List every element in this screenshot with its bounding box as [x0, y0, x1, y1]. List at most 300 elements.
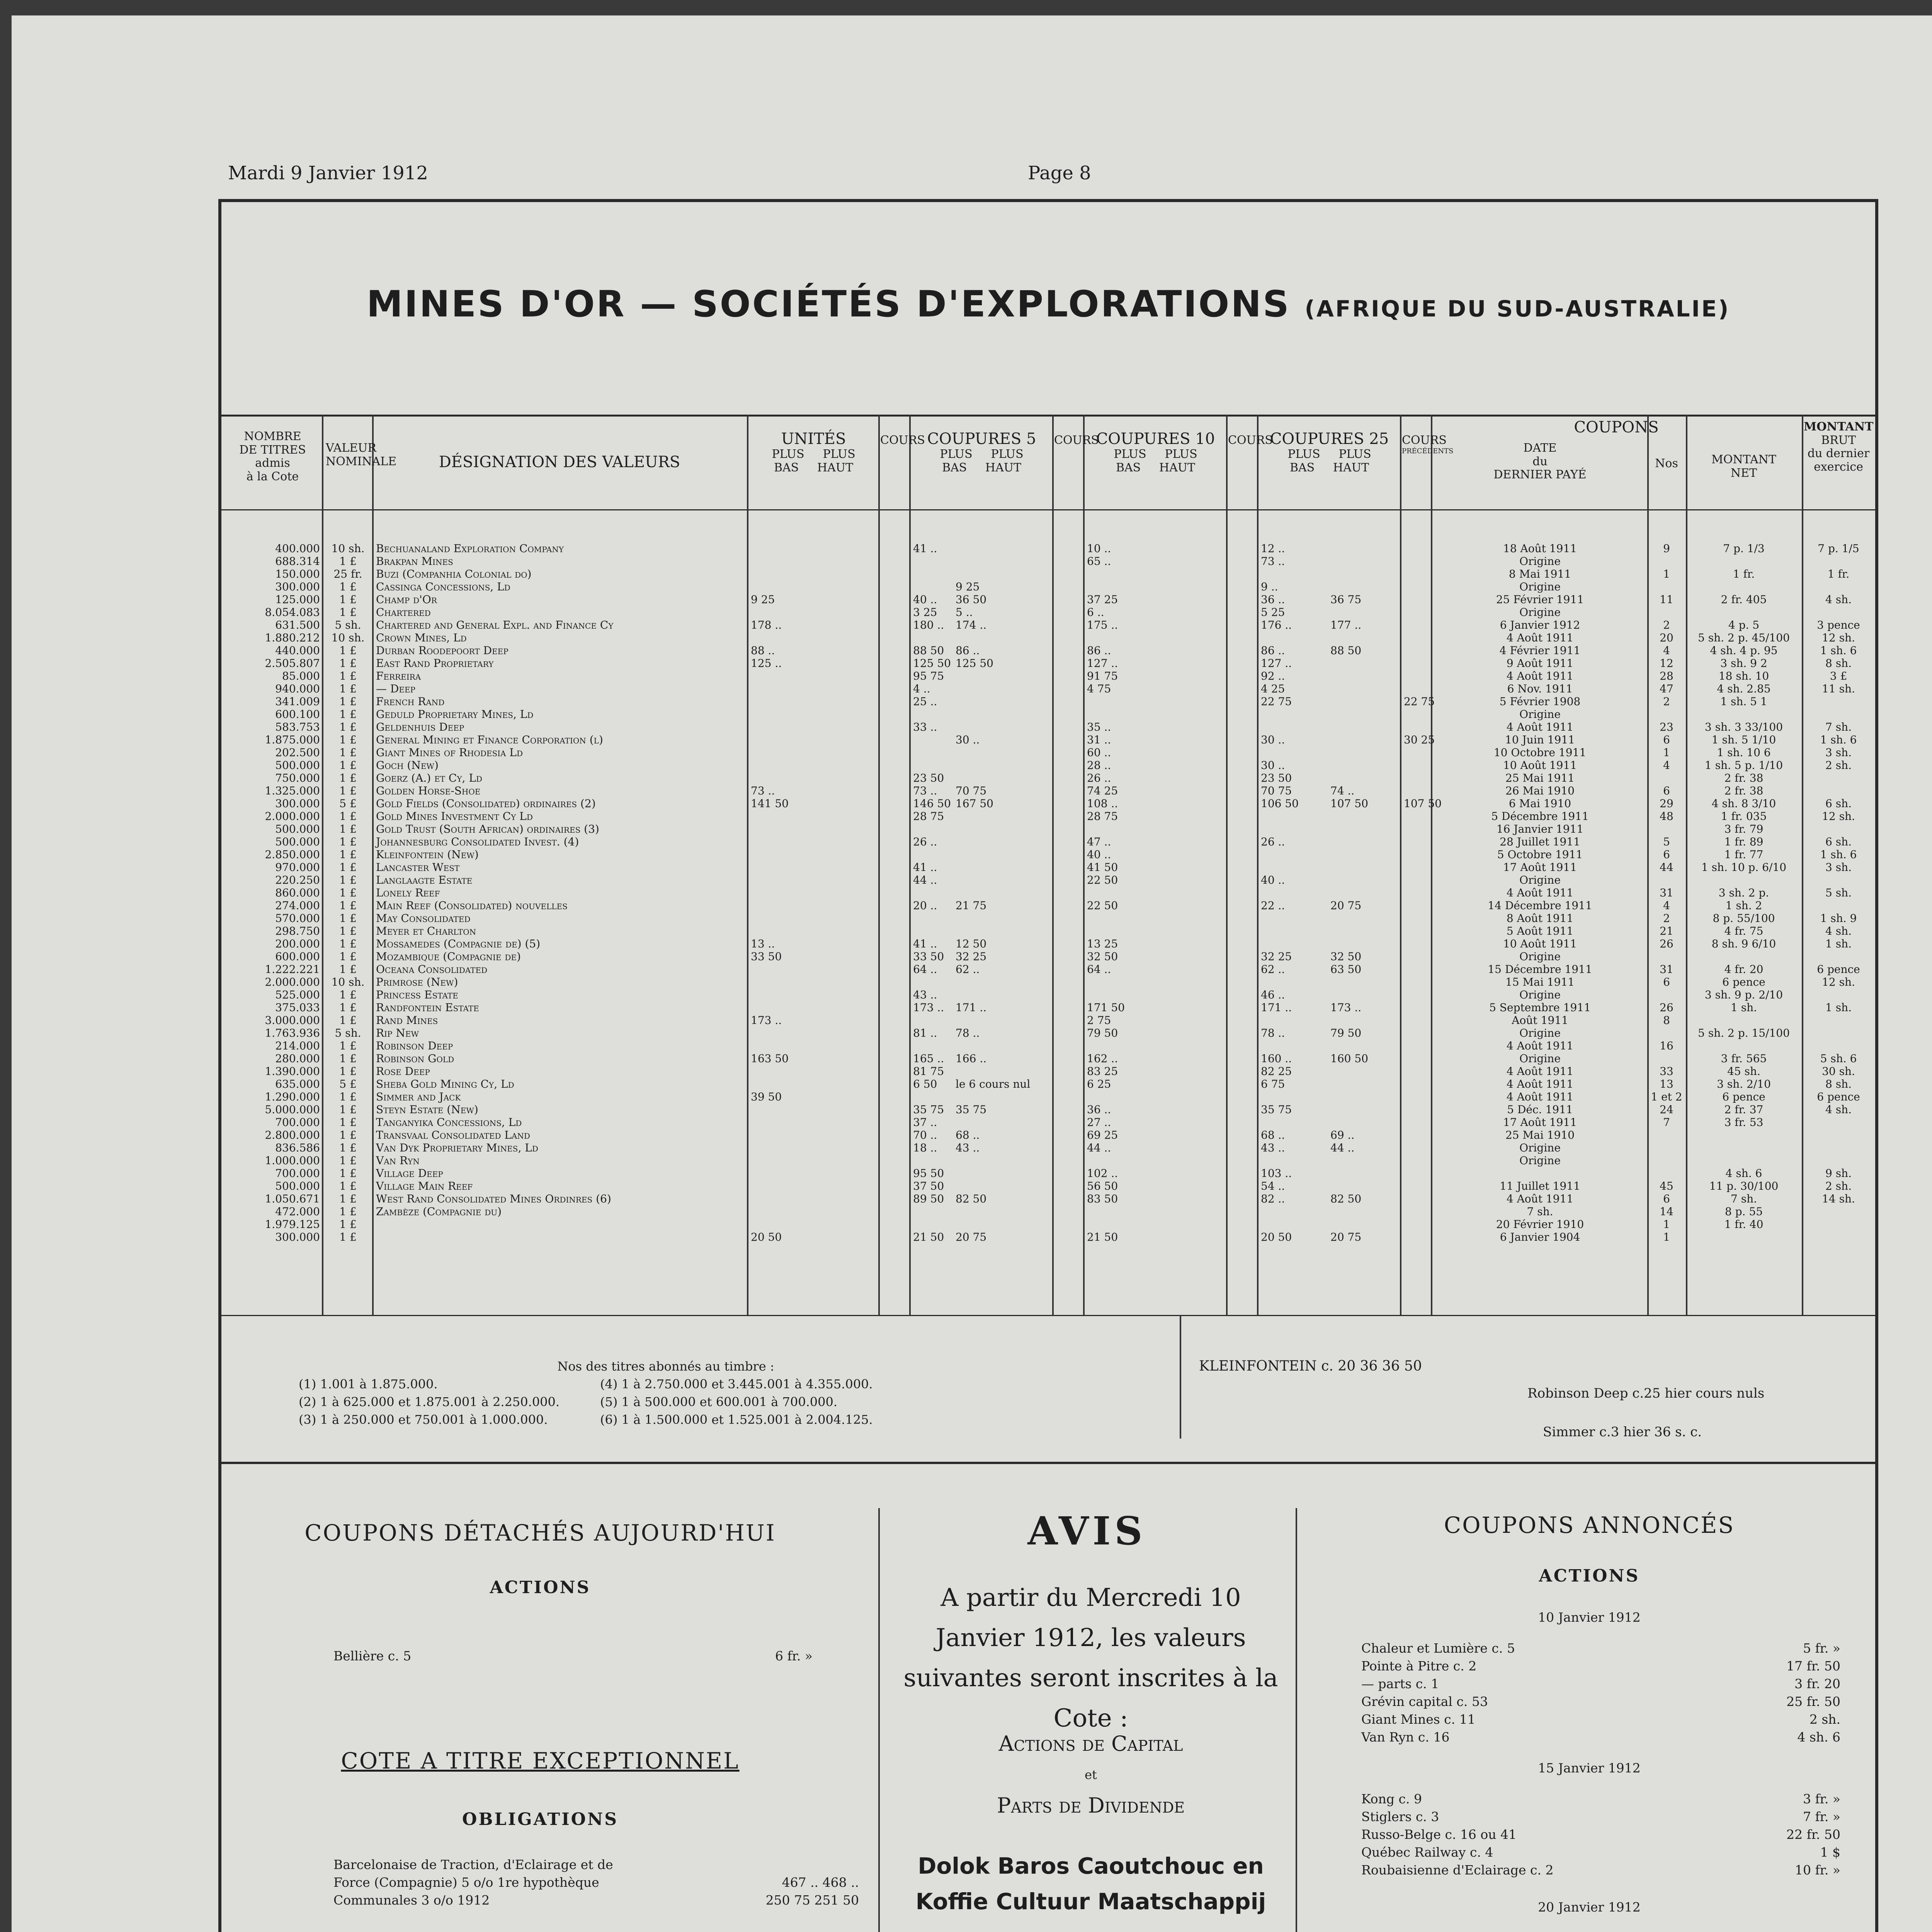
- table-cell: [1649, 874, 1684, 886]
- table-cell: [751, 1167, 874, 1180]
- table-cell: 4 Février 1911: [1499, 644, 1581, 657]
- table-cell: 4 Août 1911: [1506, 886, 1574, 899]
- table-cell: 1.763.936: [265, 1027, 320, 1039]
- note-kleinfontein: KLEINFONTEIN c. 20 36 36 50: [1199, 1358, 1422, 1374]
- avis-company: Dolok Baros Caoutchouc en Koffie Cultuur Maatschappij: [915, 1853, 1266, 1915]
- table-cell: [1404, 580, 1431, 593]
- table-cell: 4 25: [1261, 682, 1285, 695]
- table-cell: Chartered and General Expl. and Finance Cy: [376, 619, 614, 631]
- table-cell: 1 £: [339, 899, 357, 912]
- table-cell: 47 ..: [1087, 835, 1111, 848]
- table-cell: 7: [1663, 1116, 1670, 1129]
- table-cell: [1087, 580, 1224, 593]
- table-cell: [751, 861, 874, 874]
- table-cell: 1 £: [339, 759, 357, 772]
- table-cell: [956, 823, 1050, 835]
- table-cell: 5 sh.: [1825, 886, 1852, 899]
- note-robinson: Robinson Deep c.25 hier cours nuls: [1527, 1386, 1765, 1401]
- table-cell: 6 pence: [1722, 976, 1765, 988]
- table-cell: 17 Août 1911: [1503, 1116, 1577, 1129]
- table-cell: [751, 721, 874, 733]
- table-cell: 570.000: [275, 912, 320, 925]
- table-cell: 1 sh. 5 1/10: [1711, 733, 1776, 746]
- table-cell: [1649, 1167, 1684, 1180]
- table-cell: [1404, 1027, 1431, 1039]
- list-item: Bellière c. 5 6 fr. »: [333, 1648, 813, 1663]
- table-cell: 12 sh.: [1822, 810, 1855, 823]
- table-cell: 5 Septembre 1911: [1489, 1001, 1591, 1014]
- table-cell: [1804, 555, 1873, 568]
- table-cell: [751, 772, 874, 784]
- table-cell: 5 Août 1911: [1506, 925, 1574, 937]
- table-cell: 3 sh. 2 p.: [1718, 886, 1769, 899]
- table-cell: [1404, 1192, 1431, 1205]
- table-cell: 26 ..: [913, 835, 937, 848]
- table-cell: 300.000: [275, 797, 320, 810]
- table-cell: Kleinfontein (New): [376, 848, 479, 861]
- coupons-annonces-date-2: 15 Janvier 1912: [1538, 1760, 1641, 1776]
- table-cell: [956, 772, 1050, 784]
- table-cell: [751, 695, 874, 708]
- column-designation: [376, 542, 745, 1218]
- table-cell: 25 Février 1911: [1496, 593, 1584, 606]
- table-cell: 1 fr.: [1827, 568, 1850, 580]
- table-cell: 171 ..: [1261, 1001, 1292, 1014]
- table-cell: [1404, 823, 1431, 835]
- table-cell: 1.979.125: [265, 1218, 320, 1231]
- table-cell: 141 50: [751, 797, 789, 810]
- table-cell: [956, 708, 1050, 721]
- table-cell: 500.000: [275, 759, 320, 772]
- table-cell: 36 ..: [1261, 593, 1285, 606]
- table-cell: [956, 1218, 1050, 1231]
- table-cell: 18 sh. 10: [1718, 670, 1769, 682]
- table-cell: 1: [1663, 1218, 1670, 1231]
- col-divider: [1226, 415, 1228, 1315]
- table-cell: 20 ..: [913, 899, 937, 912]
- col-divider: [747, 415, 748, 1315]
- table-cell: [1404, 1065, 1431, 1078]
- table-cell: 1 sh. 5 p. 1/10: [1704, 759, 1783, 772]
- table-cell: 1 fr.: [1733, 568, 1755, 580]
- coupons-annonces-date-3: 20 Janvier 1912: [1538, 1900, 1641, 1915]
- table-cell: [1087, 568, 1224, 580]
- table-cell: 4: [1663, 899, 1670, 912]
- table-cell: [1330, 568, 1398, 580]
- table-cell: [751, 874, 874, 886]
- table-cell: 2 fr. 38: [1724, 772, 1764, 784]
- table-cell: 10 Août 1911: [1503, 937, 1577, 950]
- column-valeur: [326, 542, 370, 1243]
- table-cell: 79 50: [1330, 1027, 1362, 1039]
- coupons-annonces-group-1: [1361, 1639, 1840, 1746]
- table-cell: [1404, 657, 1431, 670]
- avis-et: et: [1085, 1767, 1097, 1782]
- table-cell: 214.000: [275, 1039, 320, 1052]
- table-cell: [751, 899, 874, 912]
- table-cell: 62 ..: [1261, 963, 1285, 976]
- table-cell: 73 ..: [1261, 555, 1285, 568]
- table-cell: 82 ..: [1261, 1192, 1285, 1205]
- table-cell: Johannesburg Consolidated Invest. (4): [376, 835, 579, 848]
- column-unites: [751, 542, 874, 1243]
- table-cell: 25 fr.: [333, 568, 362, 580]
- table-cell: [1330, 772, 1398, 784]
- table-cell: [751, 1116, 874, 1129]
- table-cell: [1804, 1027, 1873, 1039]
- table-cell: 17 Août 1911: [1503, 861, 1577, 874]
- table-cell: 20 50: [1261, 1231, 1292, 1243]
- table-cell: 23 50: [1261, 772, 1292, 784]
- table-cell: [1330, 631, 1398, 644]
- col-head-coupures5: COUPURES 5 PLUS PLUS BAS HAUT: [927, 430, 1036, 474]
- table-cell: 14 Décembre 1911: [1488, 899, 1592, 912]
- table-cell: [1330, 1078, 1398, 1090]
- table-cell: [1330, 1090, 1398, 1103]
- table-cell: [1404, 1039, 1431, 1052]
- table-cell: le 6 cours nul: [956, 1078, 1031, 1090]
- coupons-detaches-actions: ACTIONS: [490, 1578, 591, 1597]
- table-cell: 40 ..: [1087, 848, 1111, 861]
- table-cell: [1435, 1167, 1645, 1180]
- table-cell: Durban Roodepoort Deep: [376, 644, 509, 657]
- table-cell: 150.000: [275, 568, 320, 580]
- table-cell: 11 Juillet 1911: [1500, 1180, 1580, 1192]
- table-cell: 6: [1663, 1192, 1670, 1205]
- table-cell: [1404, 644, 1431, 657]
- table-cell: 4 Août 1911: [1506, 1090, 1574, 1103]
- table-cell: 5 sh.: [335, 619, 361, 631]
- table-cell: [1261, 823, 1327, 835]
- table-cell: 95 75: [913, 670, 944, 682]
- table-cell: [751, 568, 874, 580]
- table-cell: 12 ..: [1261, 542, 1285, 555]
- table-cell: [1330, 733, 1398, 746]
- col-head-coupon-no: Nos: [1655, 457, 1678, 470]
- table-cell: [1649, 606, 1684, 619]
- table-cell: 177 ..: [1330, 619, 1362, 631]
- table-cell: Robinson Deep: [376, 1039, 453, 1052]
- table-cell: 202.500: [275, 746, 320, 759]
- table-cell: [1087, 976, 1224, 988]
- table-cell: [1261, 708, 1327, 721]
- table-cell: 750.000: [275, 772, 320, 784]
- table-cell: 1.325.000: [265, 784, 320, 797]
- table-cell: 165 ..: [913, 1052, 944, 1065]
- table-cell: 4 p. 5: [1728, 619, 1760, 631]
- table-cell: [1087, 1090, 1224, 1103]
- table-cell: 73 ..: [913, 784, 937, 797]
- table-cell: [1330, 886, 1398, 899]
- table-cell: [956, 670, 1050, 682]
- table-cell: 178 ..: [751, 619, 782, 631]
- table-cell: [1404, 555, 1431, 568]
- table-cell: 4: [1663, 759, 1670, 772]
- table-top-rule: [221, 415, 1875, 417]
- table-cell: 22 50: [1087, 899, 1118, 912]
- col-head-nombre: NOMBRE DE TITRES admis à la Cote: [239, 430, 306, 483]
- table-cell: 2: [1663, 912, 1670, 925]
- table-cell: 20 75: [1330, 899, 1362, 912]
- table-cell: 16 Janvier 1911: [1496, 823, 1584, 835]
- table-cell: 64 ..: [1087, 963, 1111, 976]
- table-cell: [956, 746, 1050, 759]
- table-cell: 62 ..: [956, 963, 980, 976]
- list-item: Chaleur et Lumière c. 5 5 fr. »: [1361, 1641, 1840, 1656]
- table-cell: [956, 1116, 1050, 1129]
- table-cell: [751, 670, 874, 682]
- table-cell: 5 Février 1908: [1499, 695, 1581, 708]
- table-cell: [1330, 835, 1398, 848]
- table-cell: 5 sh. 2 p. 15/100: [1698, 1027, 1790, 1039]
- table-cell: 8: [1663, 1014, 1670, 1027]
- table-cell: [751, 542, 874, 555]
- table-cell: [956, 1180, 1050, 1192]
- avis-title: AVIS: [1027, 1508, 1146, 1554]
- table-cell: [956, 1205, 1050, 1218]
- table-cell: 13 25: [1087, 937, 1118, 950]
- table-cell: [751, 835, 874, 848]
- table-cell: 12: [1660, 657, 1673, 670]
- table-cell: 11: [1660, 593, 1673, 606]
- table-cell: [751, 1065, 874, 1078]
- table-cell: [1330, 1014, 1398, 1027]
- table-cell: Ferreira: [376, 670, 421, 682]
- table-cell: 33 50: [751, 950, 782, 963]
- table-cell: Rand Mines: [376, 1014, 438, 1027]
- table-cell: 68 ..: [1261, 1129, 1285, 1141]
- list-item: Stiglers c. 3 7 fr. »: [1361, 1809, 1840, 1824]
- table-cell: 85.000: [282, 670, 320, 682]
- table-cell: Mozambique (Compagnie de): [376, 950, 521, 963]
- table-cell: [1404, 1116, 1431, 1129]
- table-cell: [1404, 1090, 1431, 1103]
- table-cell: 30 ..: [956, 733, 980, 746]
- table-cell: 28 75: [913, 810, 944, 823]
- table-cell: 1.390.000: [265, 1065, 320, 1078]
- column-coupon-no: [1649, 542, 1684, 1243]
- table-cell: Gold Mines Investment Cy Ld: [376, 810, 533, 823]
- table-cell: 173 ..: [1330, 1001, 1362, 1014]
- table-cell: 74 25: [1087, 784, 1118, 797]
- table-cell: 3 fr. 79: [1724, 823, 1764, 835]
- table-cell: 5 sh. 6: [1820, 1052, 1857, 1065]
- table-cell: 7 sh.: [1527, 1205, 1553, 1218]
- table-cell: 28 Juillet 1911: [1500, 835, 1580, 848]
- table-cell: 28 ..: [1087, 759, 1111, 772]
- table-cell: [1404, 950, 1431, 963]
- newspaper-page: [12, 15, 1932, 1932]
- table-cell: 1 £: [339, 1167, 357, 1180]
- table-cell: [1649, 580, 1684, 593]
- avis-company-paren: [913, 1929, 1269, 1932]
- table-cell: [1404, 619, 1431, 631]
- table-cell: Bechuanaland Exploration Company: [376, 542, 564, 555]
- table-cell: 1 sh. 9: [1820, 912, 1857, 925]
- table-cell: 22 75: [1261, 695, 1292, 708]
- table-cell: Geldenhuis Deep: [376, 721, 464, 733]
- table-cell: [1649, 950, 1684, 963]
- table-cell: 1 £: [339, 746, 357, 759]
- table-cell: [1261, 1205, 1327, 1218]
- table-cell: [751, 886, 874, 899]
- table-cell: 173 ..: [751, 1014, 782, 1027]
- avis-parts: Parts de Dividende: [997, 1793, 1185, 1818]
- table-cell: 13 ..: [751, 937, 775, 950]
- table-cell: [1649, 1052, 1684, 1065]
- table-cell: Goerz (A.) et Cy, Ld: [376, 772, 482, 784]
- abonnes-block: Nos des titres abonnés au timbre : (1) 1.001 à 1.875.000. (2) 1 à 625.000 et 1.875.001 à 2.250.000. (3) 1 à 250.000 et 750.001 à 1.000.000. (4) 1 à 2.750.000 et 3.445.001 à 4.355.000. (5) 1 à 500.000 et 600.001 à 700.000. (6) 1 à 1.500.000 et 1.525.001 à 2.004.125.: [299, 1359, 873, 1427]
- table-cell: [1404, 1180, 1431, 1192]
- table-cell: [751, 1192, 874, 1205]
- table-cell: 82 50: [956, 1192, 987, 1205]
- table-cell: 6: [1663, 784, 1670, 797]
- table-cell: [1804, 1141, 1873, 1154]
- table-cell: [751, 1027, 874, 1039]
- table-cell: 4 sh.: [1825, 593, 1852, 606]
- table-cell: [1404, 759, 1431, 772]
- table-cell: 6: [1663, 976, 1670, 988]
- table-cell: 1.880.212: [265, 631, 320, 644]
- table-cell: 68 ..: [956, 1129, 980, 1141]
- table-cell: 5.000.000: [265, 1103, 320, 1116]
- content-frame: [218, 199, 1878, 1932]
- table-cell: [1404, 593, 1431, 606]
- table-cell: [1330, 810, 1398, 823]
- table-cell: 3 £: [1830, 670, 1847, 682]
- table-cell: 14: [1660, 1205, 1673, 1218]
- table-cell: 41 ..: [913, 937, 937, 950]
- table-cell: 12 sh.: [1822, 976, 1855, 988]
- table-cell: 860.000: [275, 886, 320, 899]
- table-cell: 23: [1660, 721, 1673, 733]
- table-cell: 4 sh. 2.85: [1717, 682, 1771, 695]
- table-cell: 9 sh.: [1825, 1167, 1852, 1180]
- table-cell: 82 50: [1330, 1192, 1362, 1205]
- table-cell: [751, 925, 874, 937]
- table-cell: [1261, 721, 1327, 733]
- table-cell: Randfontein Estate: [376, 1001, 479, 1014]
- table-cell: 35 75: [956, 1103, 987, 1116]
- table-cell: 300.000: [275, 1231, 320, 1243]
- table-cell: [751, 1078, 874, 1090]
- table-cell: 970.000: [275, 861, 320, 874]
- table-cell: [956, 631, 1050, 644]
- table-cell: 6 50: [913, 1078, 937, 1090]
- table-cell: 1.875.000: [265, 733, 320, 746]
- col-divider: [322, 415, 323, 1315]
- table-cell: 37 25: [1087, 593, 1118, 606]
- table-cell: [1087, 823, 1224, 835]
- table-cell: 6 pence: [1817, 1090, 1860, 1103]
- column-coupures10: [1087, 542, 1224, 1243]
- table-cell: 1 £: [339, 848, 357, 861]
- table-cell: 1.000.000: [265, 1154, 320, 1167]
- table-cell: [1804, 1205, 1873, 1218]
- table-cell: 16: [1660, 1039, 1673, 1052]
- table-cell: 4 sh.: [1825, 925, 1852, 937]
- table-cell: [1688, 1039, 1800, 1052]
- table-cell: [956, 568, 1050, 580]
- table-cell: 83 25: [1087, 1065, 1118, 1078]
- table-cell: [1261, 1039, 1327, 1052]
- table-cell: 1 fr. 40: [1724, 1218, 1764, 1231]
- table-cell: 22 50: [1087, 874, 1118, 886]
- table-cell: 9 Août 1911: [1506, 657, 1574, 670]
- table-cell: 2.000.000: [265, 810, 320, 823]
- table-cell: 4 sh.: [1825, 1103, 1852, 1116]
- coupons-detaches-list: [333, 1647, 813, 1665]
- table-cell: [1404, 1052, 1431, 1065]
- table-header-rule: [221, 509, 1875, 510]
- table-cell: [1404, 1014, 1431, 1027]
- table-cell: 1 £: [339, 606, 357, 619]
- table-cell: 1 sh. 6: [1820, 848, 1857, 861]
- table-cell: 6 sh.: [1825, 835, 1852, 848]
- table-cell: 30 25: [1404, 733, 1435, 746]
- table-cell: [1649, 988, 1684, 1001]
- table-cell: [1330, 721, 1398, 733]
- table-cell: 1 £: [339, 555, 357, 568]
- list-item: Communales 3 o/o 1912 250 75 251 50: [333, 1893, 859, 1908]
- table-cell: [1404, 835, 1431, 848]
- table-cell: 20 75: [956, 1231, 987, 1243]
- table-cell: 173 ..: [913, 1001, 944, 1014]
- table-cell: 8 sh.: [1825, 1078, 1852, 1090]
- table-cell: [1404, 1205, 1431, 1218]
- table-cell: Chartered: [376, 606, 431, 619]
- table-cell: 3 sh.: [1825, 746, 1852, 759]
- table-cell: 79 50: [1087, 1027, 1118, 1039]
- table-cell: 1 £: [339, 823, 357, 835]
- column-nombre: [225, 542, 320, 1243]
- table-cell: 37 ..: [913, 1116, 937, 1129]
- table-cell: 10 sh.: [331, 976, 365, 988]
- table-cell: 10 Août 1911: [1503, 759, 1577, 772]
- table-cell: 1 sh. 2: [1725, 899, 1762, 912]
- table-cell: Origine: [1519, 580, 1561, 593]
- table-cell: 1: [1663, 746, 1670, 759]
- table-cell: 3 sh. 2/10: [1717, 1078, 1771, 1090]
- table-cell: 1 £: [339, 963, 357, 976]
- table-cell: 20 75: [1330, 1231, 1362, 1243]
- table-cell: [1330, 861, 1398, 874]
- table-cell: [956, 810, 1050, 823]
- table-cell: 1 £: [339, 1052, 357, 1065]
- table-cell: [1330, 670, 1398, 682]
- table-cell: 220.250: [275, 874, 320, 886]
- table-cell: 9 ..: [1261, 580, 1278, 593]
- table-cell: 174 ..: [956, 619, 987, 631]
- table-cell: [1404, 1231, 1431, 1243]
- table-cell: 1 £: [339, 708, 357, 721]
- col-divider: [878, 415, 880, 1315]
- table-cell: 22 75: [1404, 695, 1435, 708]
- table-cell: 5 sh.: [335, 1027, 361, 1039]
- table-cell: 8 Mai 1911: [1509, 568, 1571, 580]
- table-cell: [1330, 1154, 1398, 1167]
- table-cell: Goch (New): [376, 759, 439, 772]
- table-cell: [1649, 823, 1684, 835]
- table-cell: 30 ..: [1261, 759, 1285, 772]
- table-cell: Origine: [1519, 1141, 1561, 1154]
- table-cell: 21 50: [913, 1231, 944, 1243]
- table-cell: 3 fr. 565: [1721, 1052, 1767, 1065]
- table-cell: 9: [1663, 542, 1670, 555]
- table-cell: [1330, 1218, 1398, 1231]
- table-cell: [1087, 886, 1224, 899]
- table-cell: 700.000: [275, 1167, 320, 1180]
